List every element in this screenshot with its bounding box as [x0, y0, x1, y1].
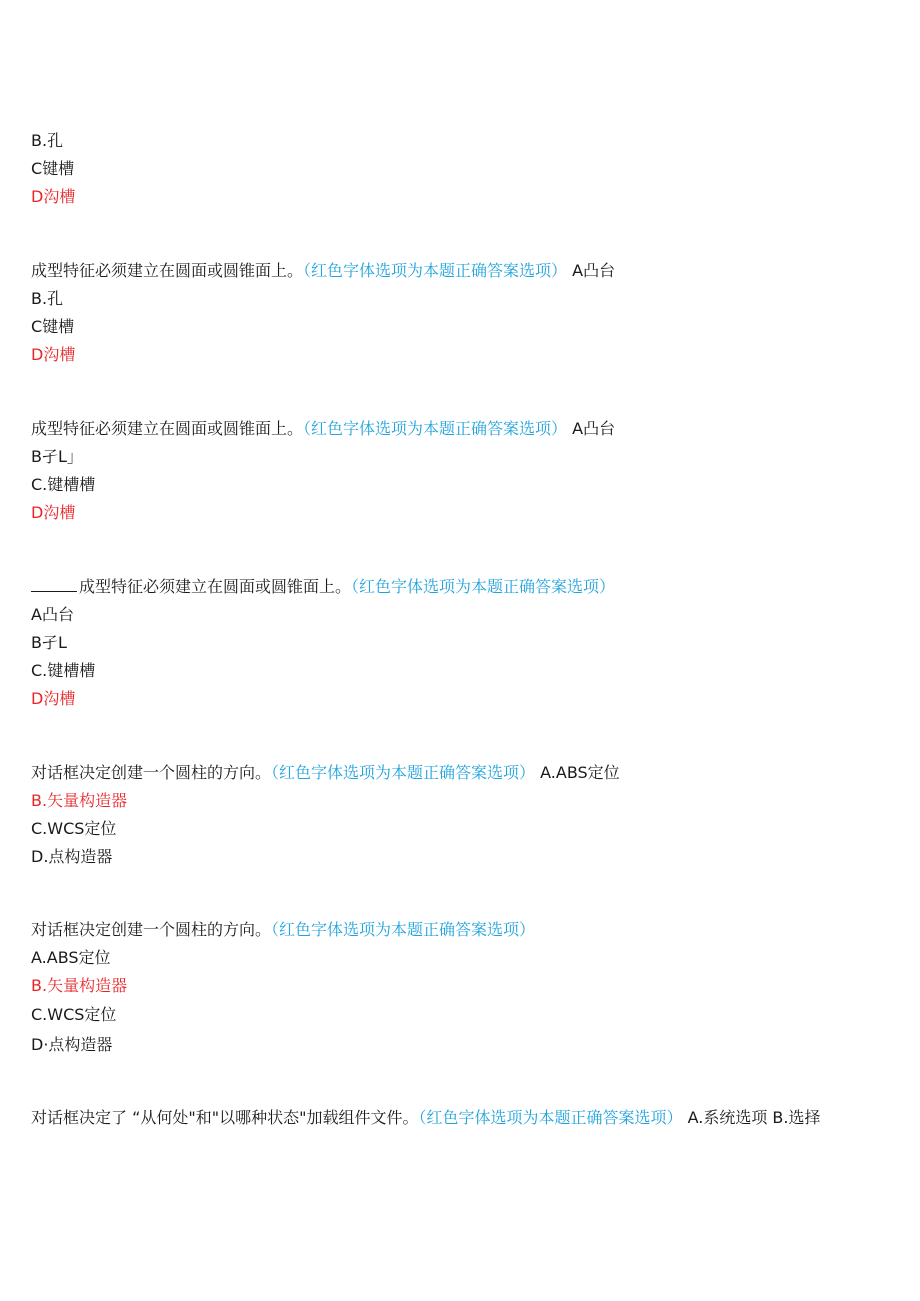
option-a: A凸台	[31, 605, 74, 624]
option-a: A.ABS定位	[31, 948, 111, 967]
option-b: B.孔	[31, 131, 64, 150]
option-b-correct: B.矢量构造器	[31, 791, 128, 810]
option-b: B孑L」	[31, 447, 83, 466]
option-c: C.键槽槽	[31, 661, 96, 680]
option-d: D.点构造器	[31, 847, 113, 866]
question-text: 成型特征必须建立在圆面或圆锥面上。（红色字体选项为本题正确答案选项） A凸台	[31, 419, 616, 438]
answer-hint: （红色字体选项为本题正确答案选项）	[271, 763, 536, 782]
option-b: B孑L	[31, 633, 67, 652]
option-c: C.WCS定位	[31, 1005, 117, 1024]
option-d: D·点构造器	[31, 1035, 113, 1054]
option-b-correct: B.矢量构造器	[31, 976, 128, 995]
answer-hint: （红色字体选项为本题正确答案选项）	[351, 577, 616, 596]
question-text: 成型特征必须建立在圆面或圆锥面上。（红色字体选项为本题正确答案选项） A凸台	[31, 261, 616, 280]
options-inline: A.系统选项 B.选择	[687, 1108, 821, 1127]
option-d-correct: D沟槽	[31, 503, 76, 522]
answer-hint: （红色字体选项为本题正确答案选项）	[303, 419, 568, 438]
option-c: C.WCS定位	[31, 819, 117, 838]
question-text: 对话框决定创建一个圆柱的方向。（红色字体选项为本题正确答案选项） A.ABS定位	[31, 763, 620, 782]
fill-blank	[31, 576, 77, 592]
answer-hint: （红色字体选项为本题正确答案选项）	[418, 1108, 683, 1127]
question-text: 对话框决定了 “从何处"和"以哪种状态"加载组件文件。（红色字体选项为本题正确答案选项） A.系统选项 B.选择	[31, 1108, 821, 1127]
option-c: C键槽	[31, 159, 75, 178]
answer-hint: （红色字体选项为本题正确答案选项）	[303, 261, 568, 280]
option-a: A凸台	[572, 419, 616, 438]
option-a: A.ABS定位	[540, 763, 620, 782]
option-d-correct: D沟槽	[31, 689, 76, 708]
option-d-correct: D沟槽	[31, 187, 76, 206]
answer-hint: （红色字体选项为本题正确答案选项）	[271, 920, 536, 939]
question-text: 对话框决定创建一个圆柱的方向。（红色字体选项为本题正确答案选项）	[31, 920, 536, 939]
option-c: C.键槽槽	[31, 475, 96, 494]
option-c: C键槽	[31, 317, 75, 336]
question-text: 成型特征必须建立在圆面或圆锥面上。（红色字体选项为本题正确答案选项）	[31, 575, 615, 599]
option-a: A凸台	[572, 261, 616, 280]
option-d-correct: D沟槽	[31, 345, 76, 364]
option-b: B.孔	[31, 289, 64, 308]
